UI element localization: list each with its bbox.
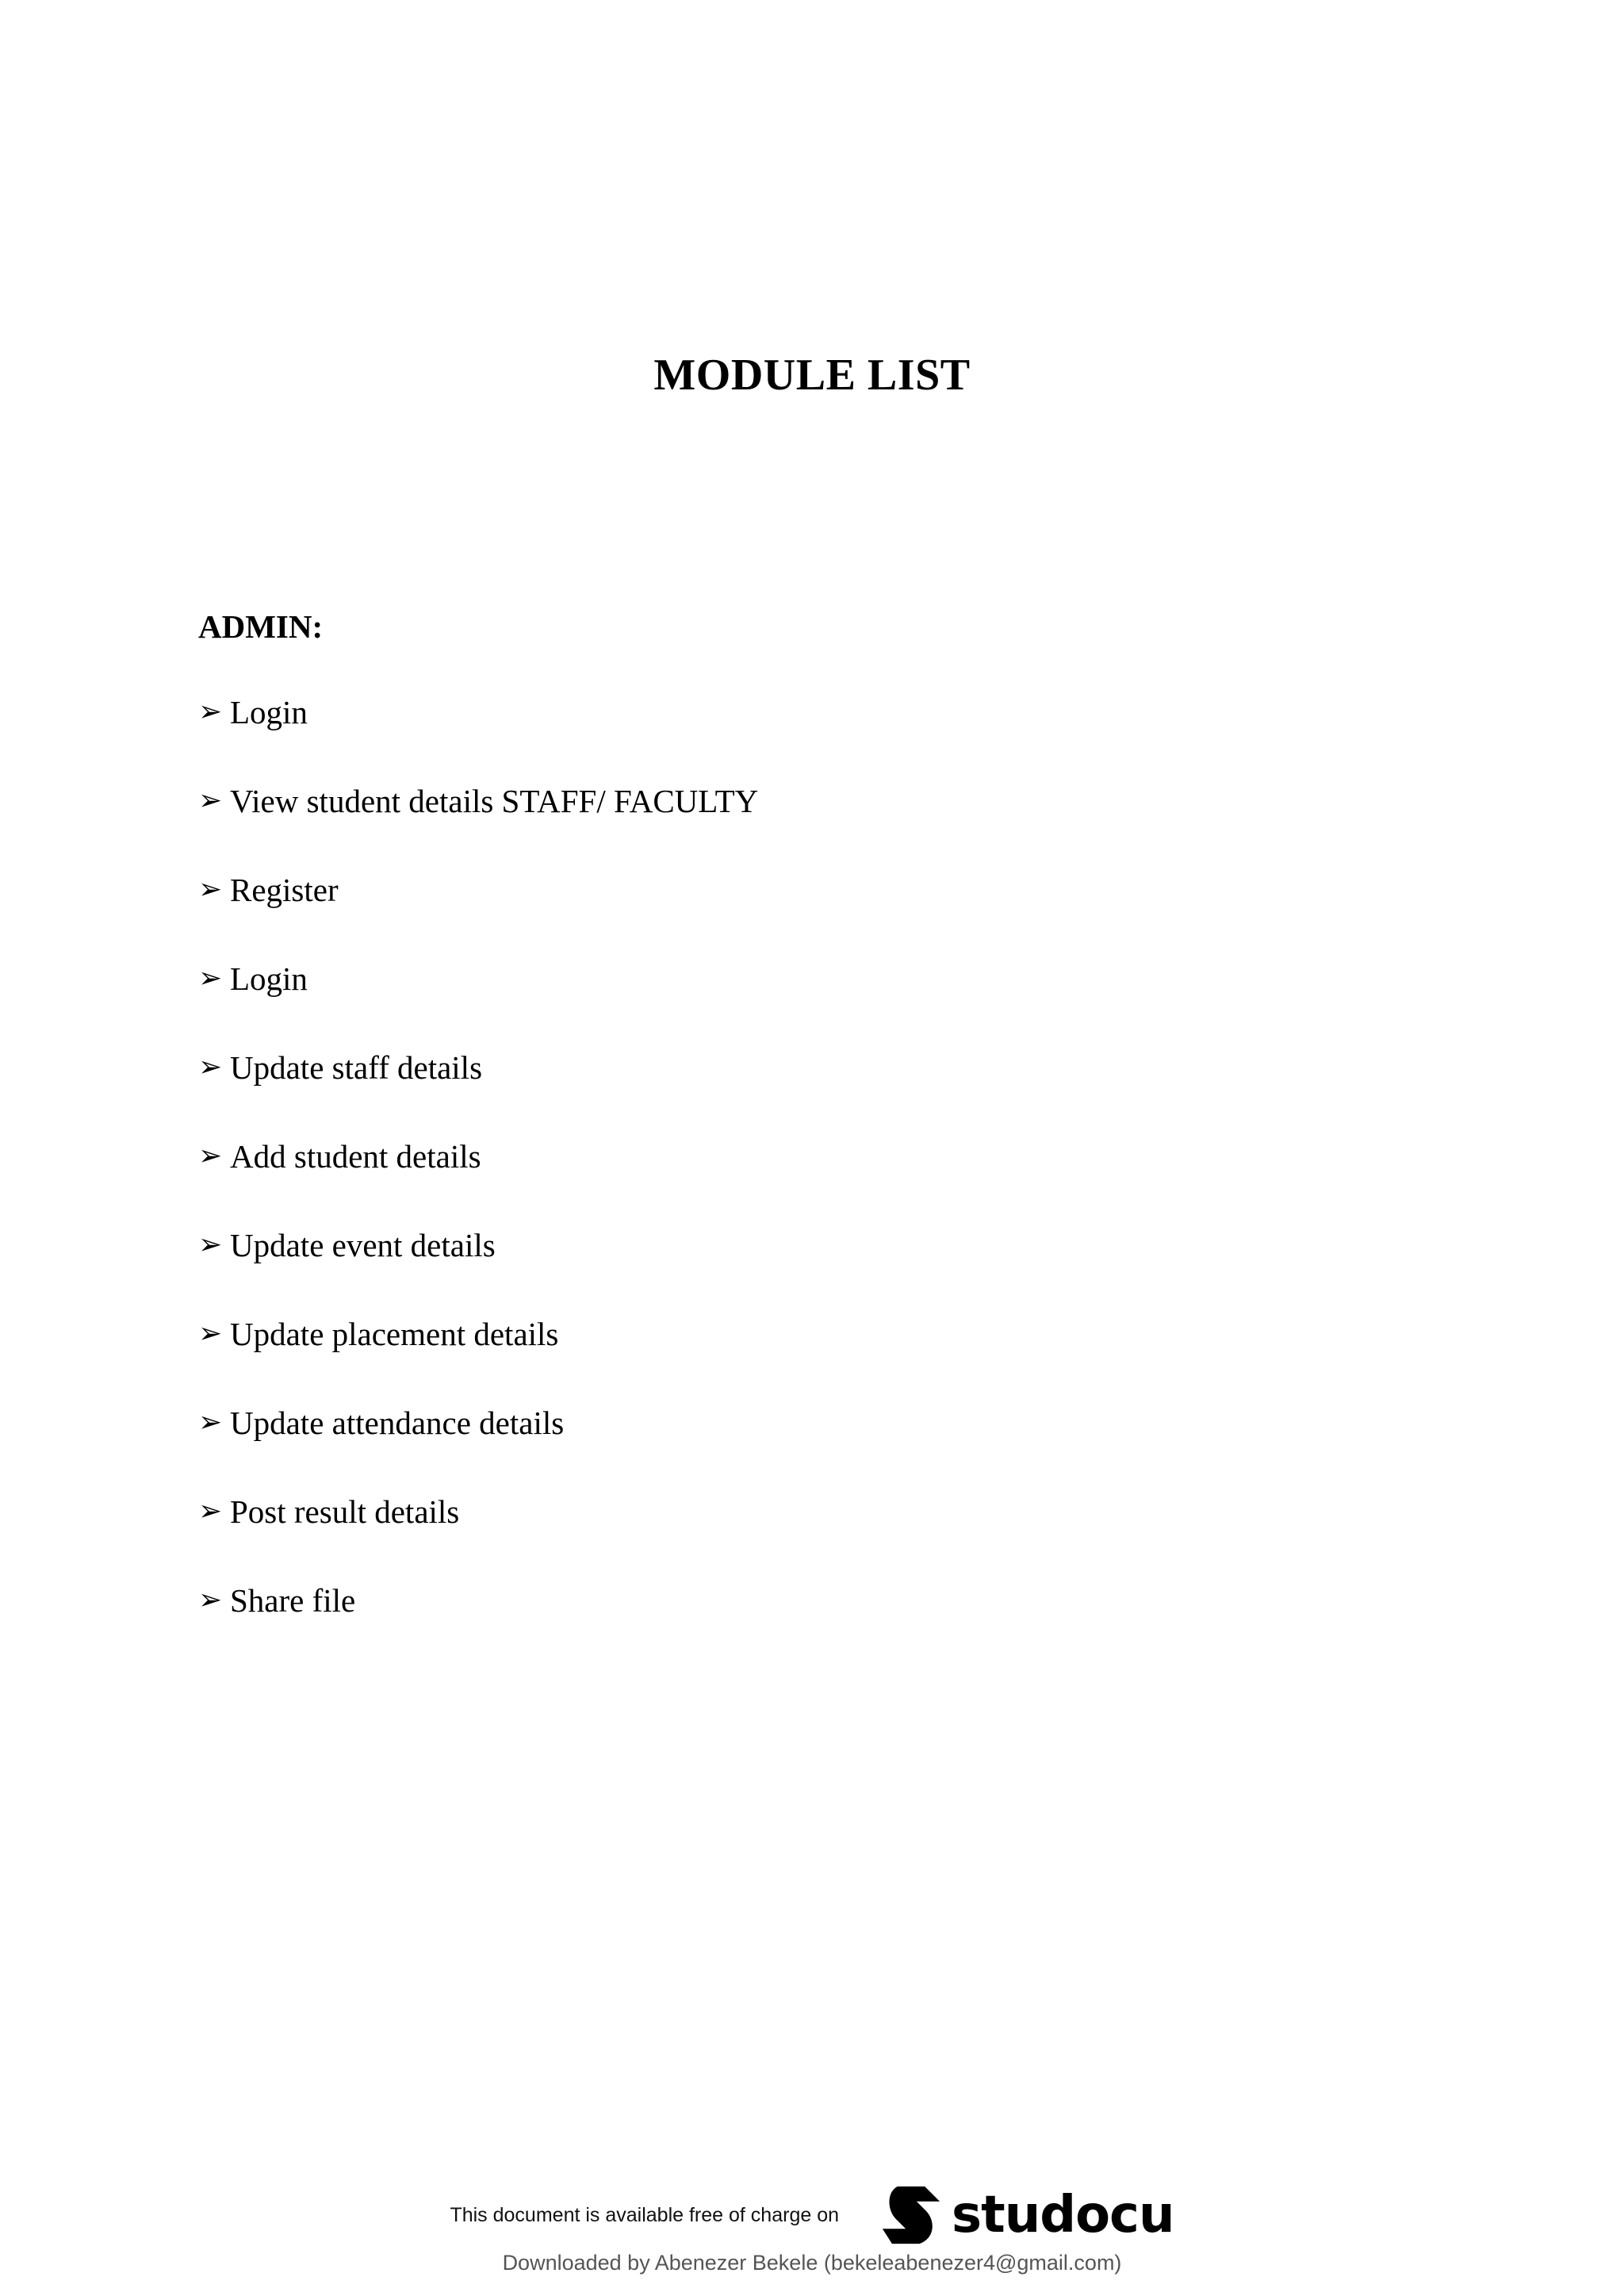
module-item-label: Update event details <box>230 1227 496 1263</box>
module-item-label: Add student details <box>230 1138 481 1175</box>
studocu-brand-name: studocu <box>952 2186 1174 2244</box>
module-item <box>198 779 758 868</box>
module-item <box>198 1312 758 1401</box>
module-item <box>198 1045 758 1134</box>
arrow-bullet-icon: ➢ <box>198 1406 223 1439</box>
module-list <box>198 690 758 1667</box>
module-item <box>198 956 758 1045</box>
arrow-bullet-icon: ➢ <box>198 1228 223 1261</box>
module-item-label: Register <box>230 872 339 908</box>
arrow-bullet-icon: ➢ <box>198 962 223 995</box>
module-item-label: Update attendance details <box>230 1405 565 1441</box>
module-item <box>198 1489 758 1578</box>
module-item-label: Share file <box>230 1582 356 1619</box>
module-item-label: Post result details <box>230 1493 460 1530</box>
page-title: MODULE LIST <box>653 351 971 400</box>
studocu-logo-icon <box>877 2181 945 2249</box>
module-item <box>198 1401 758 1489</box>
module-item-label: Login <box>230 960 308 997</box>
footer-banner <box>0 2181 1624 2249</box>
admin-section-heading: ADMIN: <box>198 608 324 645</box>
module-item <box>198 1223 758 1312</box>
arrow-bullet-icon: ➢ <box>198 696 223 728</box>
module-item-label: Login <box>230 694 308 730</box>
arrow-bullet-icon: ➢ <box>198 1140 223 1172</box>
module-item <box>198 868 758 956</box>
download-attribution: Downloaded by Abenezer Bekele (bekeleabenezer4@gmail.com) <box>502 2251 1122 2275</box>
arrow-bullet-icon: ➢ <box>198 1584 223 1616</box>
module-item-label: Update staff details <box>230 1049 483 1086</box>
module-item <box>198 1578 758 1667</box>
module-item-label: Update placement details <box>230 1316 559 1352</box>
arrow-bullet-icon: ➢ <box>198 784 223 817</box>
availability-note: This document is available free of charge on <box>450 2203 840 2226</box>
module-item <box>198 690 758 779</box>
studocu-brand-link[interactable] <box>877 2181 1174 2249</box>
arrow-bullet-icon: ➢ <box>198 873 223 906</box>
arrow-bullet-icon: ➢ <box>198 1495 223 1527</box>
module-item <box>198 1134 758 1223</box>
arrow-bullet-icon: ➢ <box>198 1051 223 1083</box>
module-item-label: View student details STAFF/ FACULTY <box>230 783 759 819</box>
arrow-bullet-icon: ➢ <box>198 1317 223 1350</box>
